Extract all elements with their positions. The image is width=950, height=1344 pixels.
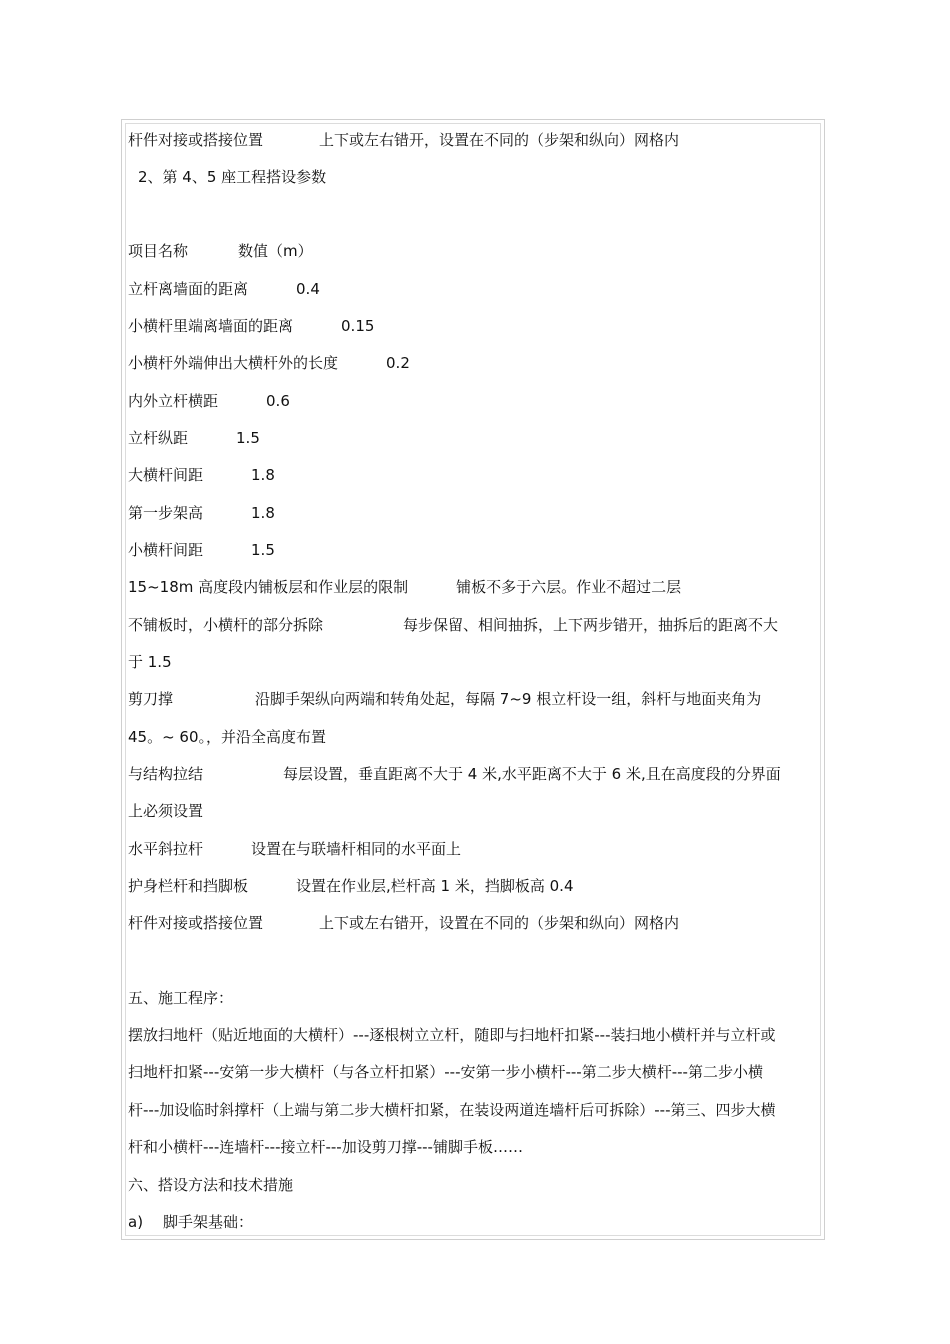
paragraph-text: 摆放扫地杆（贴近地面的大横杆）---逐根树立立杆，随即与扫地杆扣紧---装扫地小横杆并与立杆或 — [128, 1026, 776, 1044]
param-label: 立杆纵距 — [128, 429, 189, 447]
param-value: 0.15 — [341, 317, 375, 335]
param-row — [128, 353, 410, 373]
param-label: 杆件对接或搭接位置 — [128, 131, 264, 149]
param-header-row — [128, 241, 313, 261]
param-row-continuation — [128, 652, 172, 672]
param-label: 与结构拉结 — [128, 765, 204, 783]
section-heading-procedure — [128, 988, 233, 1008]
param-row — [128, 503, 275, 523]
param-row — [128, 391, 290, 411]
column-header-value: 数值（m） — [238, 242, 313, 260]
list-item-foundation — [128, 1212, 253, 1232]
param-value: 上下或左右错开，设置在不同的（步架和纵向）网格内 — [319, 131, 680, 149]
param-value-cont: 上必须设置 — [128, 802, 204, 820]
param-label: 护身栏杆和挡脚板 — [128, 877, 249, 895]
param-row — [128, 839, 461, 859]
param-value: 沿脚手架纵向两端和转角处起，每隔 7~9 根立杆设一组，斜杆与地面夹角为 — [255, 690, 762, 708]
column-header-name: 项目名称 — [128, 242, 189, 260]
param-value: 1.5 — [251, 541, 275, 559]
paragraph-text: 杆---加设临时斜撑杆（上端与第二步大横杆扣紧，在装设两道连墙杆后可拆除）---第三、四步大横 — [128, 1101, 776, 1119]
heading-text: 2、第 4、5 座工程搭设参数 — [138, 168, 327, 186]
param-label: 立杆离墙面的距离 — [128, 280, 249, 298]
param-value: 铺板不多于六层。作业不超过二层 — [456, 578, 682, 596]
paragraph-line — [128, 1137, 523, 1157]
param-row — [128, 279, 320, 299]
param-value: 每步保留、相间抽拆，上下两步错开，抽拆后的距离不大 — [403, 616, 779, 634]
paragraph-line — [128, 1100, 775, 1120]
param-row-joint-position — [128, 913, 679, 933]
list-item-text: 脚手架基础： — [163, 1213, 254, 1231]
param-row — [128, 465, 275, 485]
param-label: 剪刀撑 — [128, 690, 174, 708]
param-value: 上下或左右错开，设置在不同的（步架和纵向）网格内 — [319, 914, 680, 932]
param-value: 1.8 — [251, 504, 275, 522]
param-value-cont: 45。~ 60。，并沿全高度布置 — [128, 728, 327, 746]
param-row — [128, 540, 275, 560]
paragraph-text: 杆和小横杆---连墙杆---接立杆---加设剪刀撑---铺脚手板…… — [128, 1138, 523, 1156]
param-value: 0.6 — [266, 392, 290, 410]
section-heading-params — [138, 167, 326, 187]
param-value: 设置在作业层,栏杆高 1 米，挡脚板高 0.4 — [296, 877, 574, 895]
param-label: 不铺板时，小横杆的部分拆除 — [128, 616, 324, 634]
param-row — [128, 577, 681, 597]
param-value: 0.4 — [296, 280, 320, 298]
param-value: 每层设置，垂直距离不大于 4 米,水平距离不大于 6 米,且在高度段的分界面 — [283, 765, 781, 783]
param-value: 1.8 — [251, 466, 275, 484]
param-row-continuation — [128, 801, 203, 821]
param-row — [128, 428, 260, 448]
param-value: 1.5 — [236, 429, 260, 447]
param-row — [128, 615, 778, 635]
param-label: 第一步架高 — [128, 504, 204, 522]
param-label: 杆件对接或搭接位置 — [128, 914, 264, 932]
param-row-joint-position — [128, 130, 679, 150]
heading-text: 五、施工程序： — [128, 989, 234, 1007]
param-label: 大横杆间距 — [128, 466, 204, 484]
param-label: 水平斜拉杆 — [128, 840, 204, 858]
param-row — [128, 316, 374, 336]
param-value: 设置在与联墙杆相同的水平面上 — [251, 840, 462, 858]
heading-text: 六、搭设方法和技术措施 — [128, 1176, 294, 1194]
param-row — [128, 764, 781, 784]
param-label: 15~18m 高度段内铺板层和作业层的限制 — [128, 578, 409, 596]
param-row — [128, 689, 761, 709]
list-marker: a) — [128, 1213, 144, 1231]
param-label: 内外立杆横距 — [128, 392, 219, 410]
paragraph-line — [128, 1062, 763, 1082]
param-label: 小横杆外端伸出大横杆外的长度 — [128, 354, 339, 372]
param-row-continuation — [128, 727, 326, 747]
param-row — [128, 876, 574, 896]
param-value: 0.2 — [386, 354, 410, 372]
param-label: 小横杆间距 — [128, 541, 204, 559]
paragraph-line — [128, 1025, 775, 1045]
paragraph-text: 扫地杆扣紧---安第一步大横杆（与各立杆扣紧）---安第一步小横杆---第二步大横杆---第二步小横 — [128, 1063, 763, 1081]
section-heading-methods — [128, 1175, 293, 1195]
param-label: 小横杆里端离墙面的距离 — [128, 317, 294, 335]
param-value-cont: 于 1.5 — [128, 653, 172, 671]
